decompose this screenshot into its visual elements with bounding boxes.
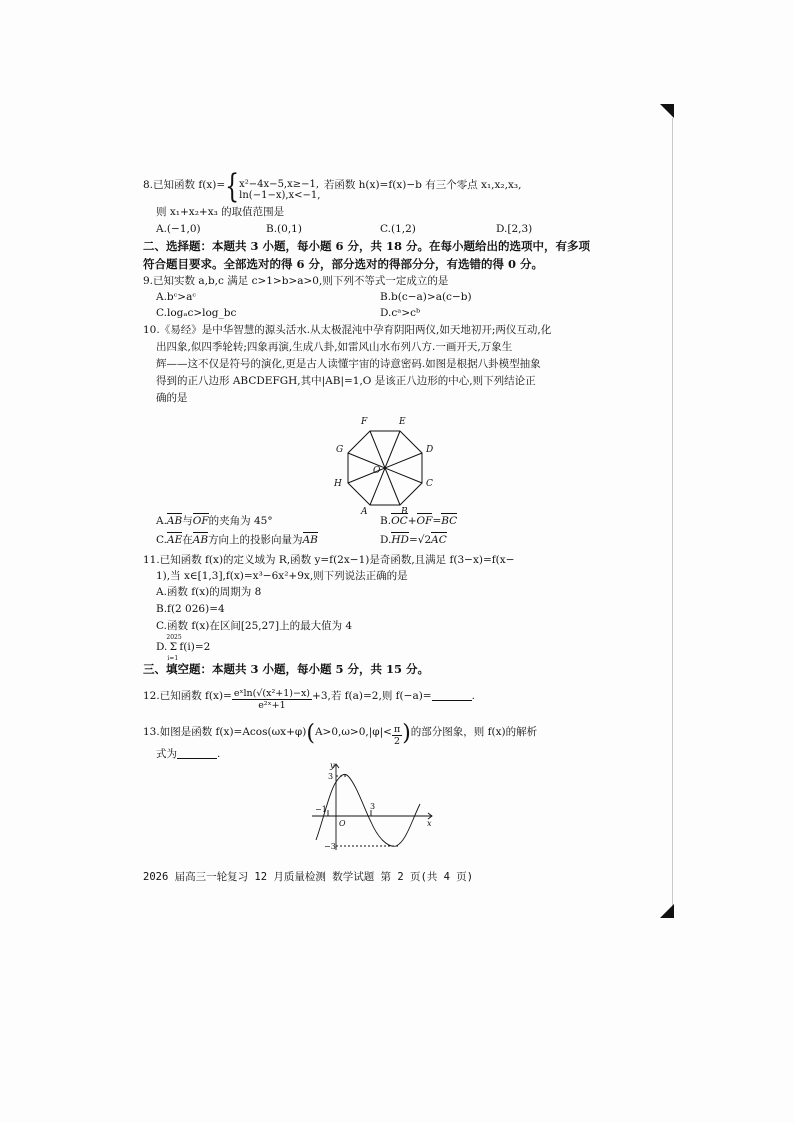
q11-option-a: A.函数 f(x)的周期为 8: [156, 586, 262, 598]
vector-of: OF: [416, 515, 433, 527]
vertex-label-c: C: [426, 479, 433, 489]
cosine-graph: [308, 760, 436, 852]
cosine-curve: [316, 774, 420, 846]
q10-d-pre: D.: [380, 534, 392, 546]
q13-end: .: [217, 748, 221, 760]
section2-heading-line1: 二、选择题：本题共 3 小题，每小题 6 分，共 18 分。在每小题给出的选项中，有多项: [143, 239, 591, 253]
q10-c-mid: 在: [182, 534, 193, 546]
q8-option-b: B.(0,1): [266, 223, 302, 235]
vector-ab: AB: [192, 534, 209, 546]
vertex-label-b: B: [401, 507, 408, 515]
q10-option-c: [156, 533, 318, 547]
vertex-label-f: F: [361, 417, 368, 427]
q11-option-d: [156, 634, 211, 662]
q9-option-b: B.b(c−a)>a(c−b): [380, 291, 472, 303]
q10-line2: 出四象,似四季轮转;四象再演,生成八卦,如雷风山水布列八方.一画开天,万象生: [156, 341, 513, 353]
origin-label: O: [339, 819, 346, 828]
q10-line4: 得到的正八边形 ABCDEFGH,其中|AB|=1,O 是该正八边形的中心,则下列结论正: [156, 375, 536, 387]
q13-answer-blank[interactable]: [177, 748, 217, 759]
q10-b-eq: =: [432, 515, 442, 527]
q8-brace: {: [225, 168, 240, 206]
q13-pi: π: [393, 724, 401, 735]
vector-bc: BC: [441, 515, 458, 527]
q10-d-mid: =√2: [408, 534, 432, 546]
q13-suffix: 的部分图象，则 f(x)的解析: [410, 726, 538, 738]
q10-option-a: [156, 514, 273, 528]
q12-prefix: 12.已知函数 f(x)=: [143, 690, 232, 702]
sum-sign: 2025 Σ i=1: [167, 640, 179, 654]
q13-stem: [143, 721, 538, 747]
octagon-diagram: [328, 405, 446, 515]
q10-a-mid: 与: [182, 515, 193, 527]
y-axis-label: y: [330, 761, 335, 770]
q8-case1: x²−4x−5,x≥−1,: [239, 179, 320, 190]
q13-prefix: 13.如图是函数 f(x)=Acos(ωx+φ): [143, 726, 307, 738]
q8-stem: [143, 168, 522, 206]
vertex-label-h: H: [334, 479, 342, 489]
q13-two: 2: [394, 736, 401, 747]
q12-fraction: [232, 688, 312, 711]
q12-stem: [143, 688, 475, 711]
page-fold-line: [672, 118, 673, 918]
q8-option-d: D.[2,3): [496, 223, 533, 235]
q9-option-d: D.cᵃ>cᵇ: [380, 307, 421, 319]
x-axis-label: x: [427, 819, 432, 828]
q10-b-plus: +: [407, 515, 417, 527]
tick-label-minus1x: −1: [315, 805, 327, 814]
q11-line2: 1),当 x∈[1,3],f(x)=x³−6x²+9x,则下列说法正确的是: [156, 570, 408, 582]
q9-stem: 9.已知实数 a,b,c 满足 c>1>b>a>0,则下列不等式一定成立的是: [143, 275, 449, 287]
vertex-label-g: G: [336, 445, 344, 455]
sum-upper-limit: 2025: [166, 634, 182, 641]
q8-option-a: A.(−1,0): [156, 223, 201, 235]
q10-line5: 确的是: [156, 392, 188, 404]
q11-line1: 11.已知函数 f(x)的定义域为 R,函数 y=f(2x−1)是奇函数,且满足 f(3−x)=f(x−: [143, 554, 515, 566]
q13-line2-text: 式为: [156, 748, 177, 760]
q10-line3: 辉——这不仅是符号的演化,更是古人读懂宇宙的诗意密码.如图是根据八卦模型抽象: [156, 358, 541, 370]
q10-c-pre: C.: [156, 534, 167, 546]
q13-line2: [156, 747, 220, 761]
q13-paren-right: ): [402, 721, 411, 746]
q9-option-c: C.logₐc>log_bc: [156, 307, 237, 319]
center-label-o: O: [373, 466, 381, 476]
q8-cases: [239, 179, 320, 201]
q10-a-pre: A.: [156, 515, 167, 527]
q10-a-post: 的夹角为 45°: [208, 515, 273, 527]
q10-option-b: [380, 514, 457, 528]
q11-d-post: f(i)=2: [179, 641, 211, 653]
q9-option-a: A.bᶜ>aᶜ: [156, 291, 196, 303]
vector-oc: OC: [391, 515, 408, 527]
page-footer: 2026 届高三一轮复习 12 月质量检测 数学试题 第 2 页(共 4 页): [143, 871, 474, 883]
q8-prefix: 8.已知函数 f(x)=: [143, 179, 226, 191]
q12-suffix: +3,若 f(a)=2,则 f(−a)=: [312, 690, 432, 702]
vertex-label-e: E: [399, 417, 406, 427]
vertex-label-d: D: [426, 445, 434, 455]
vector-ab: AB: [302, 534, 318, 546]
sum-lower-limit: i=1: [167, 655, 179, 662]
q13-paren-left: (: [306, 721, 315, 746]
q8-case2: ln(−1−x),x<−1,: [239, 190, 321, 201]
vector-hd: HD: [391, 534, 409, 546]
vertex-label-a: A: [361, 507, 368, 515]
q12-denominator: e²ˣ+1: [258, 700, 286, 711]
tick-label-minus3y: −3: [324, 842, 336, 851]
corner-mark-top: [660, 104, 674, 118]
q8-line2: 则 x₁+x₂+x₃ 的取值范围是: [156, 206, 285, 218]
q10-option-d: [380, 533, 447, 547]
q13-pi-half: [392, 724, 402, 747]
section3-heading: 三、填空题：本题共 3 小题，每小题 5 分，共 15 分。: [143, 662, 430, 676]
q10-c-mid2: 方向上的投影向量为: [208, 534, 303, 546]
q8-suffix: 若函数 h(x)=f(x)−b 有三个零点 x₁,x₂,x₃,: [323, 179, 522, 191]
q12-answer-blank[interactable]: [432, 690, 472, 701]
vector-ae: AE: [167, 534, 183, 546]
q8-option-c: C.(1,2): [380, 223, 416, 235]
q10-b-pre: B.: [380, 515, 392, 527]
section2-heading-line2: 符合题目要求。全部选对的得 6 分，部分选对的得部分分，有选错的得 0 分。: [143, 257, 544, 271]
tick-label-3x: 3: [370, 802, 376, 811]
q11-option-b: B.f(2 026)=4: [156, 603, 225, 615]
q11-option-c: C.函数 f(x)在区间[25,27]上的最大值为 4: [156, 620, 353, 632]
q12-end: .: [471, 690, 475, 702]
vector-ab: AB: [166, 515, 183, 527]
vector-of: OF: [192, 515, 209, 527]
corner-mark-bottom: [660, 904, 674, 918]
q10-line1: 10.《易经》是中华智慧的源头活水.从太极混沌中孕育阴阳两仪,如天地初开;两仪互动,化: [143, 324, 552, 336]
q13-condition: A>0,ω>0,|φ|<: [314, 726, 392, 738]
vector-ac: AC: [431, 534, 447, 546]
q11-d-pre: D.: [156, 641, 168, 653]
tick-label-3y: 3: [328, 772, 334, 781]
q12-numerator: eˣln(√(x²+1)−x): [233, 688, 311, 699]
